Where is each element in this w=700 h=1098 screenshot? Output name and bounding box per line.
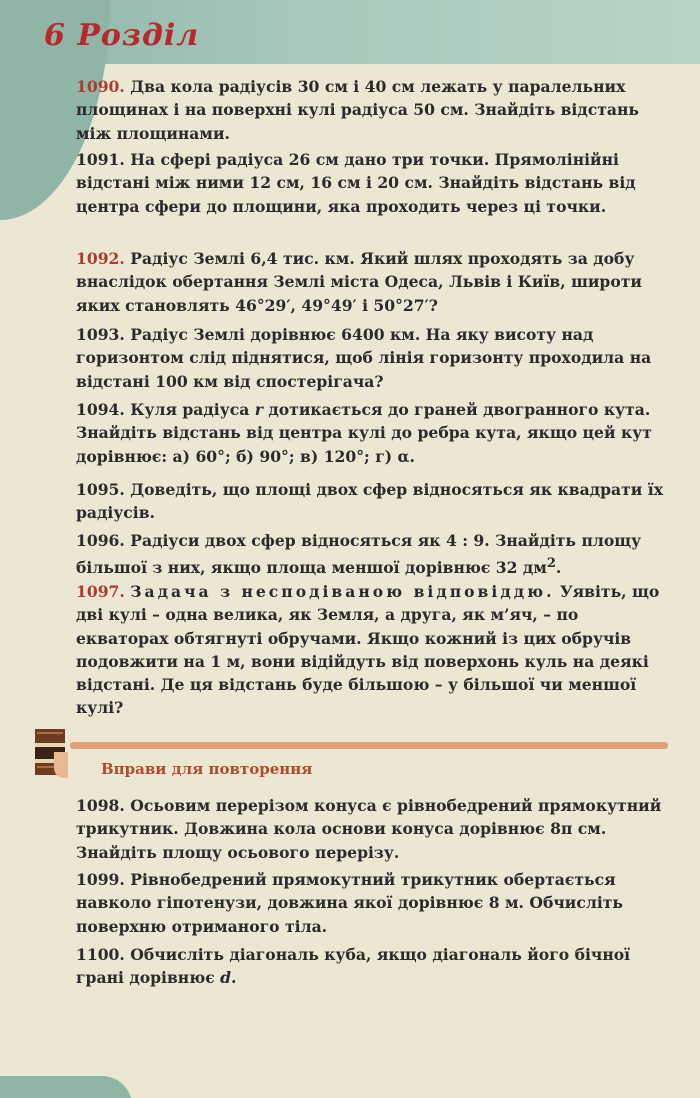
section-divider: [70, 742, 668, 749]
problem-text-b: .: [555, 558, 562, 578]
problem-text-b: дотикається до граней двогранного кута. Знайдіть відстань від центра кулі до ребра кута, якщо цей кут дорівнює: а) 60°; б) 90°; в) 120°; г) α.: [76, 400, 652, 466]
problem-1090: [76, 75, 676, 145]
page-footer-tab: [0, 1076, 132, 1098]
problem-1094: [76, 398, 676, 468]
problem-text: На сфері радіуса 26 см дано три точки. Прямолінійні відстані між ними 12 см, 16 см і 20 см. Знайдіть відстань від центра сфери до площини, яка проходить через ці точки.: [76, 150, 636, 216]
section-divider-tail: [54, 752, 68, 778]
problem-text-a: Обчисліть діагональ куба, якщо діагональ його бічної грані дорівнює: [76, 945, 631, 988]
problem-text-b: .: [231, 968, 237, 988]
variable-r: r: [254, 400, 263, 419]
section-label: 6 Розділ: [44, 18, 200, 53]
problem-1096: [76, 529, 676, 580]
problem-number: 1098.: [76, 796, 125, 815]
problem-text: Радіус Землі 6,4 тис. км. Який шлях проходять за добу внаслідок обертання Землі міста Одеса, Львів і Київ, широти яких становлять 46°29′, 49°49′ і 50°27′?: [76, 249, 642, 315]
variable-d: d: [220, 968, 232, 988]
problem-1093: [76, 323, 676, 393]
problem-1100: [76, 943, 676, 990]
problem-number: 1095.: [76, 480, 125, 499]
problem-number: 1094.: [76, 400, 125, 419]
problem-text: Доведіть, що площі двох сфер відносяться як квадрати їх радіусів.: [76, 480, 663, 523]
problem-text: Два кола радіусів 30 см і 40 см лежать у паралельних площинах і на поверхні кулі радіуса 50 см. Знайдіть відстань між площинами.: [76, 77, 640, 143]
problem-number: 1096.: [76, 531, 125, 550]
problem-text: Рівнобедрений прямокутний трикутник обертається навколо гіпотенузи, довжина якої дорівнює 8 м. Обчисліть поверхню отриманого тіла.: [76, 870, 623, 936]
problem-number: 1100.: [76, 945, 125, 964]
problem-text: Осьовим перерізом конуса є рівнобедрений прямокутний трикутник. Довжина кола основи конуса дорівнює 8π см. Знайдіть площу осьового перерізу.: [76, 796, 662, 862]
problem-number: 1097.: [76, 582, 125, 601]
problem-number: 1090.: [76, 77, 125, 96]
problem-text: Уявіть, що дві кулі – одна велика, як Земля, а друга, як м’яч, – по екваторах обтягнуті обручами. Якщо кожний із цих обручів подовжити на 1 м, вони відійдуть від поверхонь куль на деякі відстані. Де ця відстань буде більшою – у більшої чи меншої кулі?: [76, 582, 660, 718]
problem-text-a: Куля радіуса: [130, 400, 255, 419]
problem-text: Радіус Землі дорівнює 6400 км. На яку висоту над горизонтом слід піднятися, щоб лінія горизонту проходила на відстані 100 км від спостерігача?: [76, 325, 652, 391]
problem-1099: [76, 868, 676, 938]
problem-1097: [76, 580, 676, 720]
problem-spaced-title: Задача з несподіваною відповіддю.: [130, 582, 555, 601]
problem-1091: [76, 148, 676, 218]
problem-number: 1093.: [76, 325, 125, 344]
problem-number: 1092.: [76, 249, 125, 268]
problem-1092: [76, 247, 676, 317]
repetition-section-title: Вправи для повторення: [101, 760, 313, 778]
problem-1095: [76, 478, 676, 525]
problem-number: 1099.: [76, 870, 125, 889]
problem-text-a: Радіуси двох сфер відносяться як 4 : 9. Знайдіть площу більшої з них, якщо площа меншої дорівнює 32 дм: [76, 531, 642, 578]
problem-number: 1091.: [76, 150, 125, 169]
superscript-2: 2: [546, 556, 556, 572]
problem-1098: [76, 794, 676, 864]
